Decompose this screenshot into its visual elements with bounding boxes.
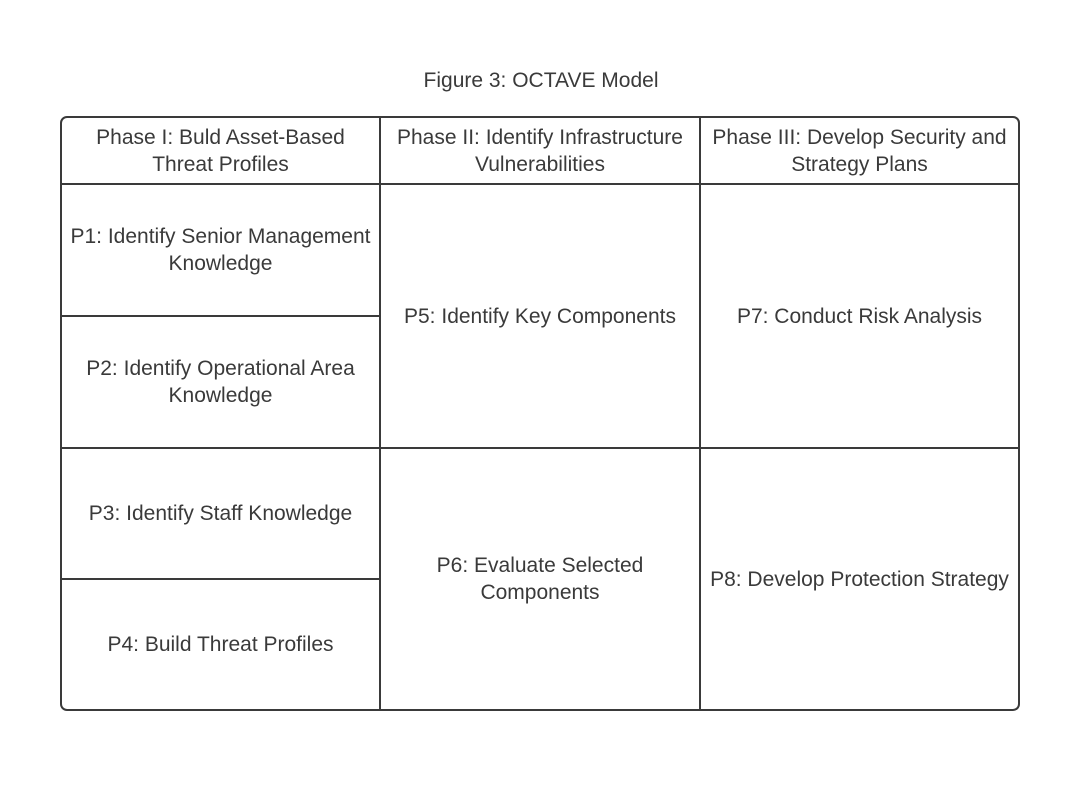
process-p1: P1: Identify Senior Management Knowledge <box>70 225 371 275</box>
process-p2: P2: Identify Operational Area Knowledge <box>86 357 355 407</box>
figure-title: Figure 3: OCTAVE Model <box>423 69 659 92</box>
process-p7: P7: Conduct Risk Analysis <box>736 304 983 328</box>
phase-3-header: Phase III: Develop Security and Strategy Plans <box>712 125 1007 176</box>
process-p4: P4: Build Threat Profiles <box>107 633 334 656</box>
process-p5: P5: Identify Key Components <box>404 304 676 328</box>
process-p6: P6: Evaluate Selected Components <box>436 554 644 604</box>
process-p3: P3: Identify Staff Knowledge <box>88 502 353 525</box>
phase-2-header: Phase II: Identify Infrastructure Vulnerabilities <box>397 125 683 176</box>
process-p8: P8: Develop Protection Strategy <box>710 567 1009 591</box>
phase-1-header: Phase I: Buld Asset-Based Threat Profiles <box>96 125 345 176</box>
